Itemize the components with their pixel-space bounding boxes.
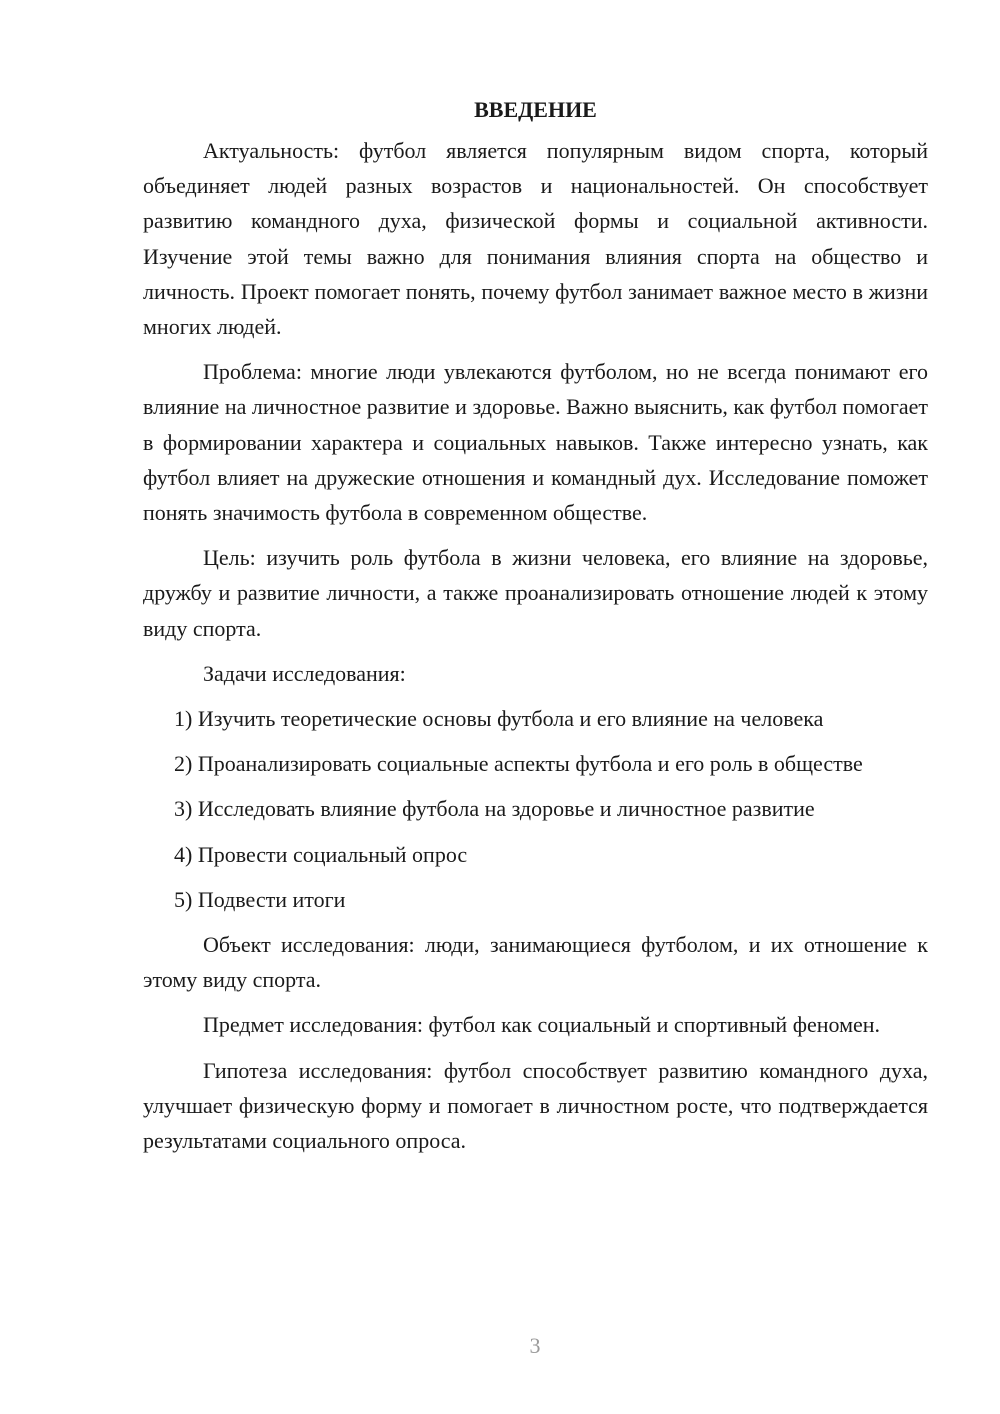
paragraph-goal: Цель: изучить роль футбола в жизни человека, его влияние на здоровье, дружбу и развитие личности, а также проанализировать отношение людей к этому виду спорта. [143,545,928,641]
page-number: 3 [529,1333,541,1358]
task-item-4: 4) Провести социальный опрос [174,841,468,867]
paragraph-relevance: Актуальность: футбол является популярным видом спорта, который объединяет людей разных возрастов и национальностей. Он способствует развитию командного духа, физической формы и социальной активности. Изучение этой темы важно для понимания влияния спорта на общество и личность. Проект помогает понять, почему футбол занимает важное место в жизни многих людей. [143,138,928,340]
paragraph-subject: Предмет исследования: футбол как социальный и спортивный феномен. [203,1012,881,1038]
document-page [143,92,928,1168]
task-item-1: 1) Изучить теоретические основы футбола и его влияние на человека [174,706,824,732]
task-item-3: 3) Исследовать влияние футбола на здоровье и личностное развитие [174,796,815,822]
paragraph-object: Объект исследования: люди, занимающиеся футболом, и их отношение к этому виду спорта. [143,932,928,993]
task-item-2: 2) Проанализировать социальные аспекты футбола и его роль в обществе [174,751,863,777]
section-title: ВВЕДЕНИЕ [474,97,597,122]
tasks-heading: Задачи исследования: [203,660,406,686]
task-item-5: 5) Подвести итоги [174,886,346,912]
paragraph-hypothesis: Гипотеза исследования: футбол способствует развитию командного духа, улучшает физическую форму и помогает в личностном росте, что подтверждается результатами социального опроса. [143,1057,928,1154]
paragraph-problem: Проблема: многие люди увлекаются футболом, но не всегда понимают его влияние на личностное развитие и здоровье. Важно выяснить, как футбол помогает в формировании характера и социальных навыков. Также интересно узнать, как футбол влияет на дружеские отношения и командный дух. Исследование поможет понять значимость футбола в современном обществе. [143,359,928,526]
